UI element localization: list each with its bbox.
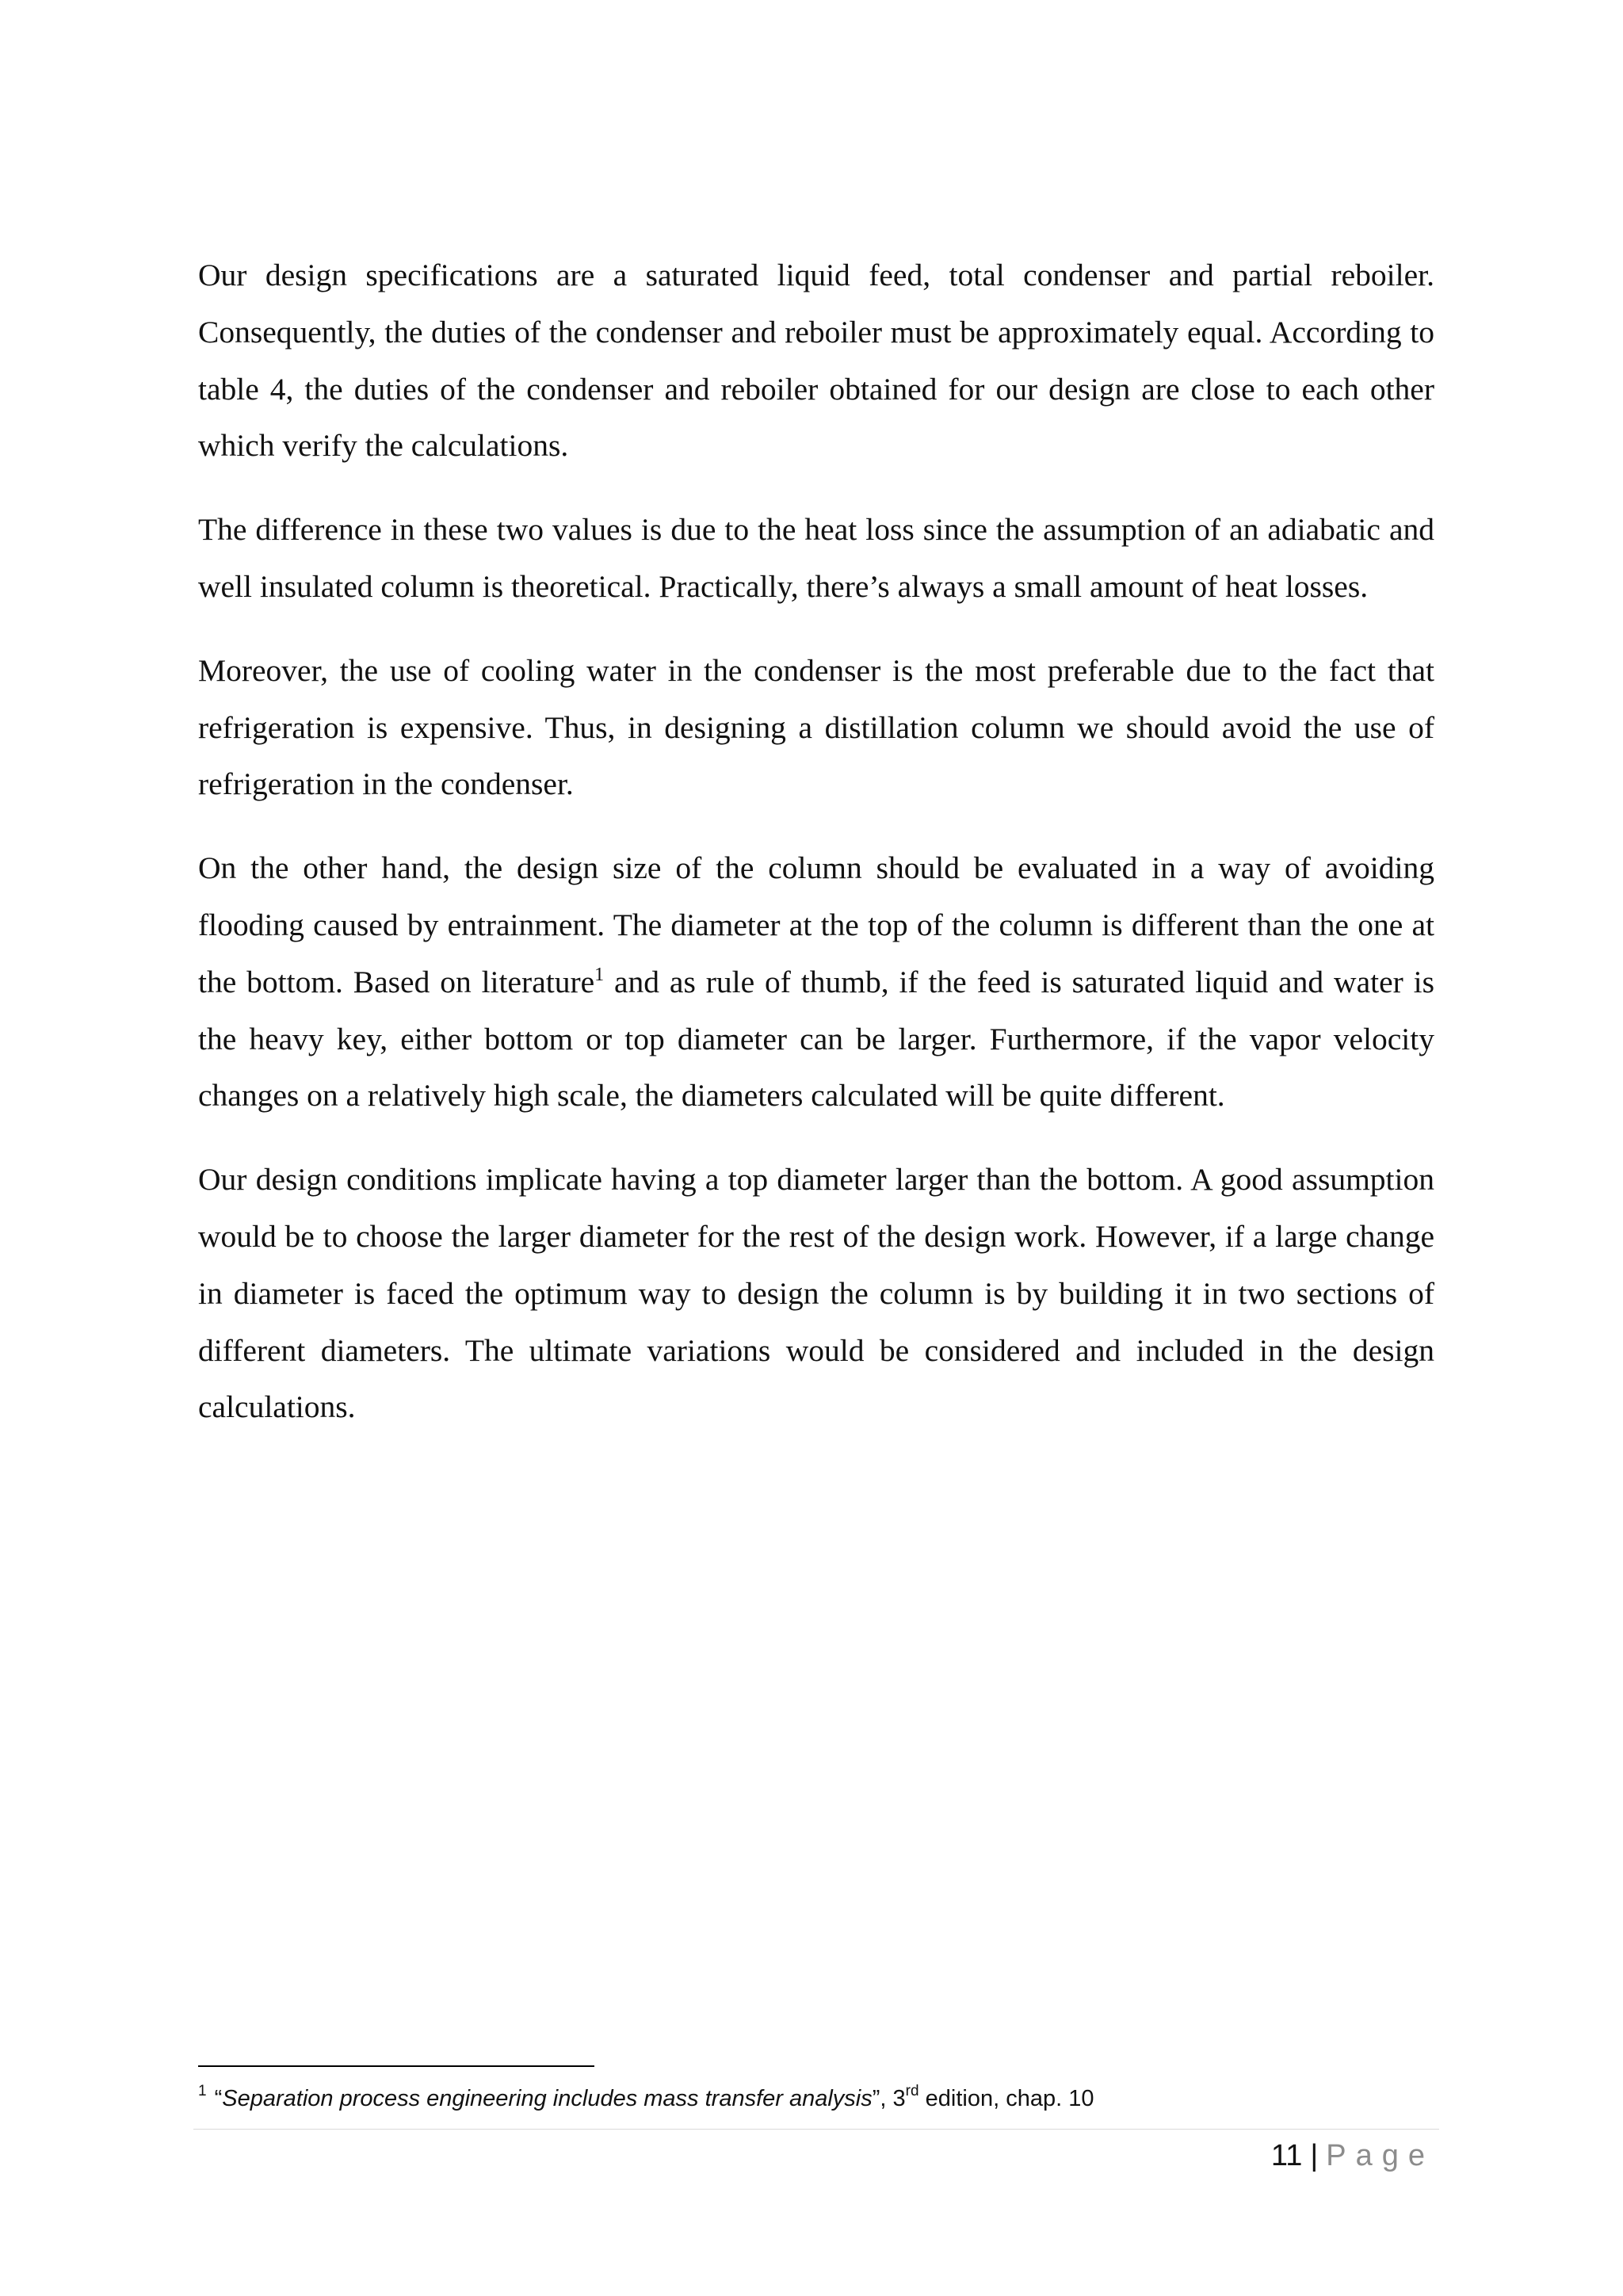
page-number-value: 11 [1270,2139,1303,2172]
paragraph-column-diameter-text-1: On the other hand, the design size of the column should be evaluated in a way of avoiding flooding caused by entrainment. The diameter at the top of the column is different than the one at the bottom. Based on literature [198,850,1434,999]
paragraph-column-diameter-text-2: and as rule of thumb, if the feed is saturated liquid and water is the heavy key, either bottom or top diameter can be larger. Furthermore, if the vapor velocity changes on a relatively high scale, the diameters calculated will be quite different. [198,964,1434,1114]
footnote-close-quote: ”, 3 [872,2086,906,2111]
page-number-label: Page [1326,2139,1434,2172]
footer-divider [193,2129,1439,2130]
footnote-book-title: Separation process engineering includes mass transfer analysis [222,2086,873,2111]
footnote-edition-superscript: rd [905,2083,919,2099]
footnote-separator [198,2065,594,2067]
footnote-edition-text: edition, chap. 10 [918,2086,1094,2111]
footnote-reference[interactable]: 1 [594,964,605,985]
paragraph-design-specifications: Our design specifications are a saturated liquid feed, total condenser and partial reboiler. Consequently, the duties of the condenser and reboiler must be approximately equal. According to table 4, the duties of the condenser and reboiler obtained for our design are close to each other which verify the calculations. [198,258,1434,464]
body-text [198,247,1434,1463]
footnote [198,2083,1434,2115]
paragraph-column-diameter [198,840,1434,1125]
page-number-separator: | [1310,2139,1319,2172]
footnote-open-quote: “ [214,2086,223,2111]
footnote-mark: 1 [198,2083,207,2099]
paragraph-cooling-water: Moreover, the use of cooling water in the condenser is the most preferable due to the fact that refrigeration is expensive. Thus, in designing a distillation column we should avoid the use of refrigeration in the condenser. [198,652,1434,802]
page-number [1271,2135,1434,2176]
paragraph-heat-loss: The difference in these two values is due to the heat loss since the assumption of an adiabatic and well insulated column is theoretical. Practically, there’s always a small amount of heat losses. [198,512,1434,604]
paragraph-design-conditions: Our design conditions implicate having a top diameter larger than the bottom. A good assumption would be to choose the larger diameter for the rest of the design work. However, if a large change in diameter is faced the optimum way to design the column is by building it in two sections of different diameters. The ultimate variations would be considered and included in the design calculations. [198,1162,1434,1425]
